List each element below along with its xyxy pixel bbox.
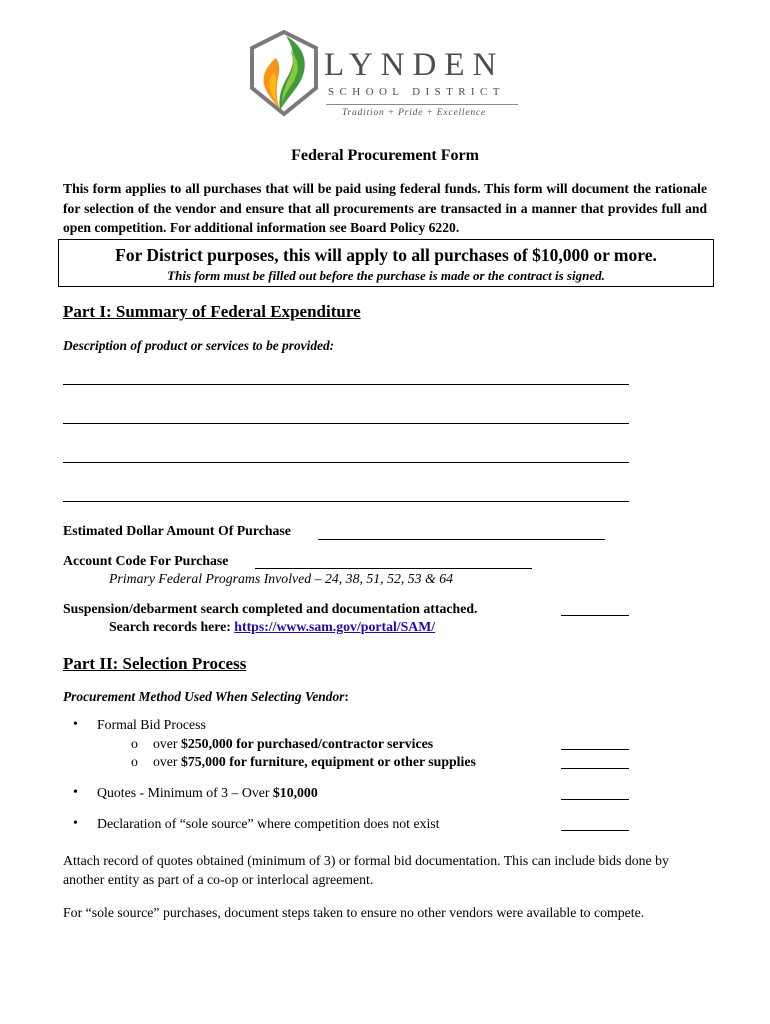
option-services-amount: $250,000 for purchased/contractor services — [180, 736, 434, 751]
bullet-icon: • — [73, 785, 78, 800]
account-code-label: Account Code For Purchase — [63, 553, 229, 568]
flame-shield-icon — [246, 30, 322, 116]
sole-source-label: Declaration of “sole source” where competition does not exist — [97, 816, 440, 831]
formal-bid-label: Formal Bid Process — [97, 717, 206, 732]
search-records-prefix: Search records here: — [109, 619, 235, 634]
description-label: Description of product or services to be provided: — [63, 338, 335, 353]
attach-note: Attach record of quotes obtained (minimum of 3) or formal bid documentation. This can include bids done by another entity as part of a co-op or interlocal agreement. — [63, 853, 669, 887]
intro-paragraph: This form applies to all purchases that will be paid using federal funds. This form will document the rationale for selection of the vendor and ensure that all procurements are transacted in a manner that provides full and open competition. For additional information see Board Policy 6220. — [63, 181, 707, 235]
quotes-label — [97, 785, 318, 801]
method-label-line — [63, 688, 349, 706]
notice-sub: This form must be filled out before the purchase is made or the contract is signed. — [167, 268, 605, 283]
formal-bid-option-supplies — [153, 754, 476, 770]
notice-main: For District purposes, this will apply to all purchases of $10,000 or more. — [115, 245, 657, 265]
logo-name: LYNDEN — [324, 47, 505, 83]
sole-source-check-field[interactable] — [561, 830, 629, 831]
part1-heading: Part I: Summary of Federal Expenditure — [63, 302, 361, 321]
bullet-icon: • — [73, 717, 78, 732]
sam-gov-link[interactable]: https://www.sam.gov/portal/SAM/ — [234, 619, 436, 634]
description-line-2[interactable] — [63, 423, 629, 424]
option-prefix: over — [153, 754, 181, 769]
description-line-3[interactable] — [63, 462, 629, 463]
method-label: Procurement Method Used When Selecting Vendor — [63, 689, 345, 704]
method-colon: : — [344, 689, 349, 704]
account-code-field[interactable] — [255, 568, 532, 569]
services-check-field[interactable] — [561, 749, 629, 750]
sub-bullet-icon: o — [131, 754, 138, 769]
suspension-check-field[interactable] — [561, 615, 629, 616]
dollar-amount-label: Estimated Dollar Amount Of Purchase — [63, 523, 291, 538]
description-line-4[interactable] — [63, 501, 629, 502]
formal-bid-option-services — [153, 736, 433, 752]
logo-divider — [326, 104, 518, 105]
district-logo — [246, 30, 526, 126]
option-supplies-amount: $75,000 for furniture, equipment or other supplies — [180, 754, 476, 769]
quotes-amount: $10,000 — [272, 785, 318, 800]
sub-bullet-icon: o — [131, 736, 138, 751]
logo-subtitle: SCHOOL DISTRICT — [328, 86, 505, 98]
quotes-prefix: Quotes - Minimum of 3 – Over — [97, 785, 273, 800]
notice-box — [58, 239, 714, 287]
dollar-amount-field[interactable] — [318, 539, 605, 540]
sole-source-note: For “sole source” purchases, document steps taken to ensure no other vendors were available to compete. — [63, 905, 645, 920]
description-line-1[interactable] — [63, 384, 629, 385]
search-records-line — [109, 619, 435, 635]
option-prefix: over — [153, 736, 181, 751]
programs-note: Primary Federal Programs Involved – 24, 38, 51, 52, 53 & 64 — [109, 571, 453, 586]
suspension-label: Suspension/debarment search completed and documentation attached. — [63, 601, 478, 616]
form-title: Federal Procurement Form — [291, 147, 479, 164]
part2-heading: Part II: Selection Process — [63, 654, 247, 673]
quotes-check-field[interactable] — [561, 799, 629, 800]
bullet-icon: • — [73, 816, 78, 831]
logo-tagline: Tradition + Pride + Excellence — [342, 108, 486, 118]
supplies-check-field[interactable] — [561, 768, 629, 769]
